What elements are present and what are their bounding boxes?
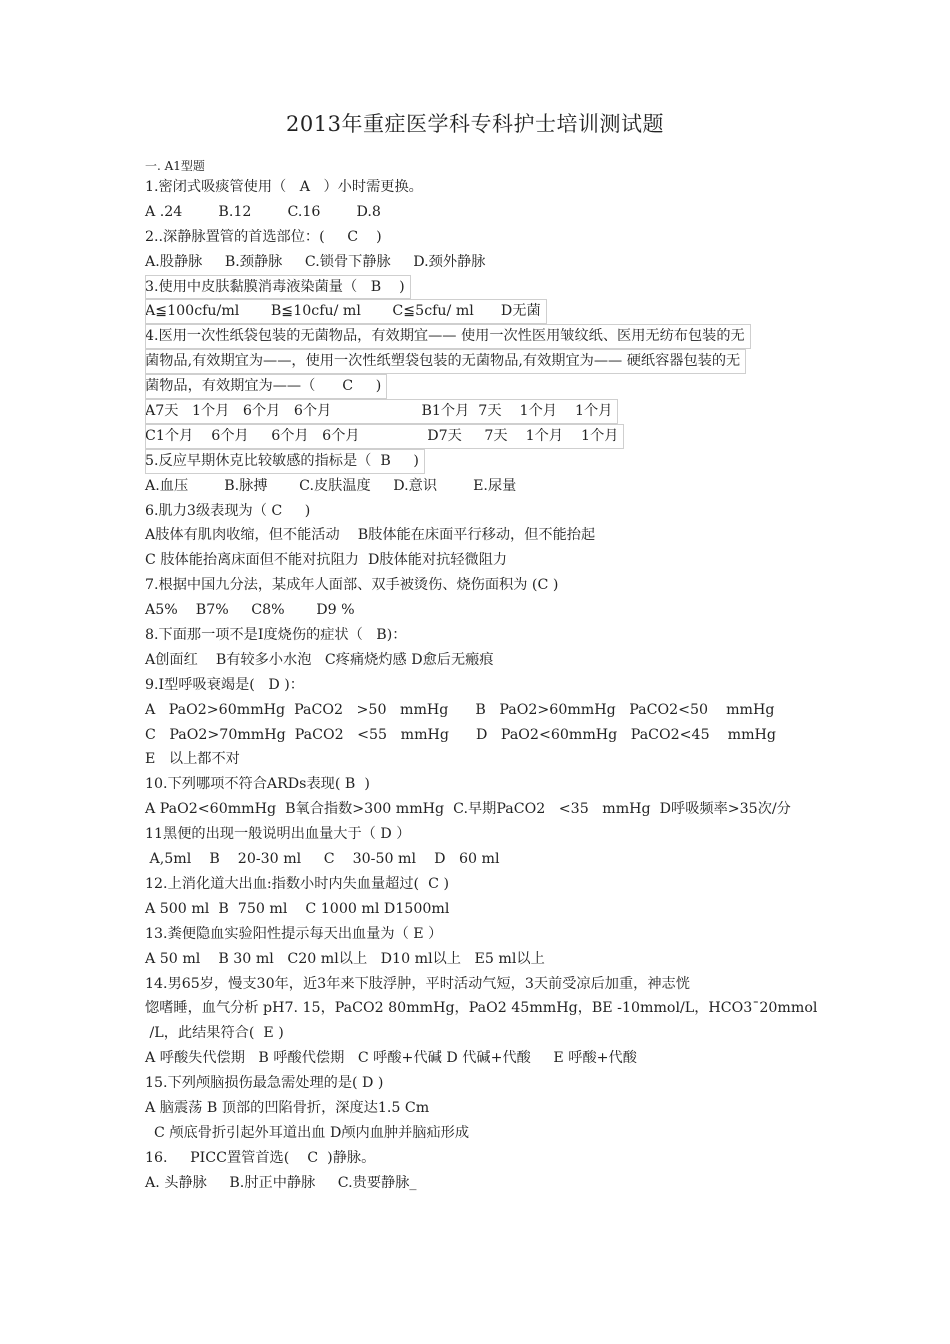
text-line: 5.反应早期休克比较敏感的指标是（ B ) (145, 449, 425, 474)
text-line: 12.上消化道大出血:指数小时内失血量超过( C ) (145, 875, 449, 892)
text-line: 菌物品,有效期宜为——，使用一次性纸塑袋包装的无菌物品,有效期宜为—— 硬纸容器包装的无 (145, 349, 746, 374)
text-line: 13.粪便隐血实验阳性提示每天出血量为（ E ） (145, 925, 443, 942)
text-line: 15.下列颅脑损伤最急需处理的是( D ) (145, 1075, 384, 1092)
text-line: 10.下列哪项不符合ARDs表现( B ) (145, 776, 370, 793)
text-line: A创面红 B有较多小水泡 C疼痛烧灼感 D愈后无瘢痕 (145, 651, 494, 668)
text-line: E 以上都不对 (145, 751, 240, 768)
text-line: A7天 1个月 6个月 6个月 B1个月 7天 1个月 1个月 (145, 399, 618, 424)
text-line: 11黑便的出现一般说明出血量大于（ D ） (145, 826, 411, 843)
text-line: C1个月 6个月 6个月 6个月 D7天 7天 1个月 1个月 (145, 424, 624, 449)
text-line: 8.下面那一项不是Ⅰ度烧伤的症状（ B)： (145, 627, 407, 644)
text-line: A≦100cfu/ml B≦10cfu/ ml C≦5cfu/ ml D无菌 (145, 299, 547, 324)
text-line: 4.医用一次性纸袋包装的无菌物品，有效期宜—— 使用一次性医用皱纹纸、医用无纺布包装的无 (145, 324, 751, 349)
text-line: 9.Ⅰ型呼吸衰竭是( D )： (145, 676, 304, 693)
text-line: 16. PICC置管首选( C )静脉。 (145, 1149, 376, 1166)
text-line: 6.肌力3级表现为（ C ) (145, 502, 311, 519)
text-line: A PaO2>60mmHg PaCO2 >50 mmHg B PaO2>60mmHg PaCO2<50 mmHg (145, 701, 775, 718)
text-line: A 50 ml B 30 ml C20 ml以上 D10 ml以上 E5 ml以上 (145, 950, 545, 967)
text-line: C PaO2>70mmHg PaCO2 <55 mmHg D PaO2<60mmHg PaCO2<45 mmHg (145, 726, 777, 743)
text-line: A.股静脉 B.颈静脉 C.锁骨下静脉 D.颈外静脉 (145, 253, 486, 270)
text-line: 1.密闭式吸痰管使用（ A ）小时需更换。 (145, 179, 423, 195)
text-line: A. 头静脉 B.肘正中静脉 C.贵要静脉_ (145, 1174, 417, 1191)
section-heading: 一. A1型题 (145, 159, 205, 173)
text-line: 菌物品，有效期宜为——（ C ) (145, 374, 387, 399)
text-line: A PaO2<60mmHg B氧合指数>300 mmHg C.早期PaCO2 <35 mmHg D呼吸频率>35次/分 (145, 801, 791, 818)
text-line: A 脑震荡 B 顶部的凹陷骨折，深度达1.5 Cm (145, 1099, 430, 1116)
text-line: A .24 B.12 C.16 D.8 (145, 203, 381, 220)
question-list (145, 175, 845, 1196)
text-line: 3.使用中皮肤黏膜消毒液染菌量（ B ) (145, 275, 411, 300)
text-line: 7.根据中国九分法，某成年人面部、双手被烫伤、烧伤面积为 (C ) (145, 577, 559, 594)
text-line: 2..深静脉置管的首选部位：( C ) (145, 228, 382, 245)
text-line: A肢体有肌肉收缩，但不能活动 B肢体能在床面平行移动，但不能抬起 (145, 527, 596, 544)
text-line: C 肢体能抬离床面但不能对抗阻力 D肢体能对抗轻微阻力 (145, 552, 508, 569)
text-line: A 呼酸失代偿期 B 呼酸代偿期 C 呼酸+代碱 D 代碱+代酸 E 呼酸+代酸 (145, 1050, 637, 1067)
text-line: A.血压 B.脉搏 C.皮肤温度 D.意识 E.尿量 (145, 477, 517, 494)
text-line: /L，此结果符合( E ) (145, 1025, 284, 1042)
text-line: 14.男65岁，慢支30年，近3年来下肢浮肿，平时活动气短，3天前受凉后加重，神志恍 (145, 975, 690, 992)
text-line: A5% B7% C8% D9 % (145, 602, 355, 619)
text-line: A 500 ml B 750 ml C 1000 ml D1500ml (145, 900, 450, 917)
text-line: C 颅底骨折引起外耳道出血 D颅内血肿并脑疝形成 (145, 1124, 470, 1141)
text-line: A,5ml B 20-30 ml C 30-50 ml D 60 ml (145, 851, 500, 868)
document-title: 2013年重症医学科专科护士培训测试题 (286, 112, 664, 136)
text-line: 惚嗜睡，血气分析 pH7. 15，PaCO2 80mmHg，PaO2 45mmHg，BE -10mmol/L，HCO3ˉ20mmol (145, 1000, 818, 1017)
